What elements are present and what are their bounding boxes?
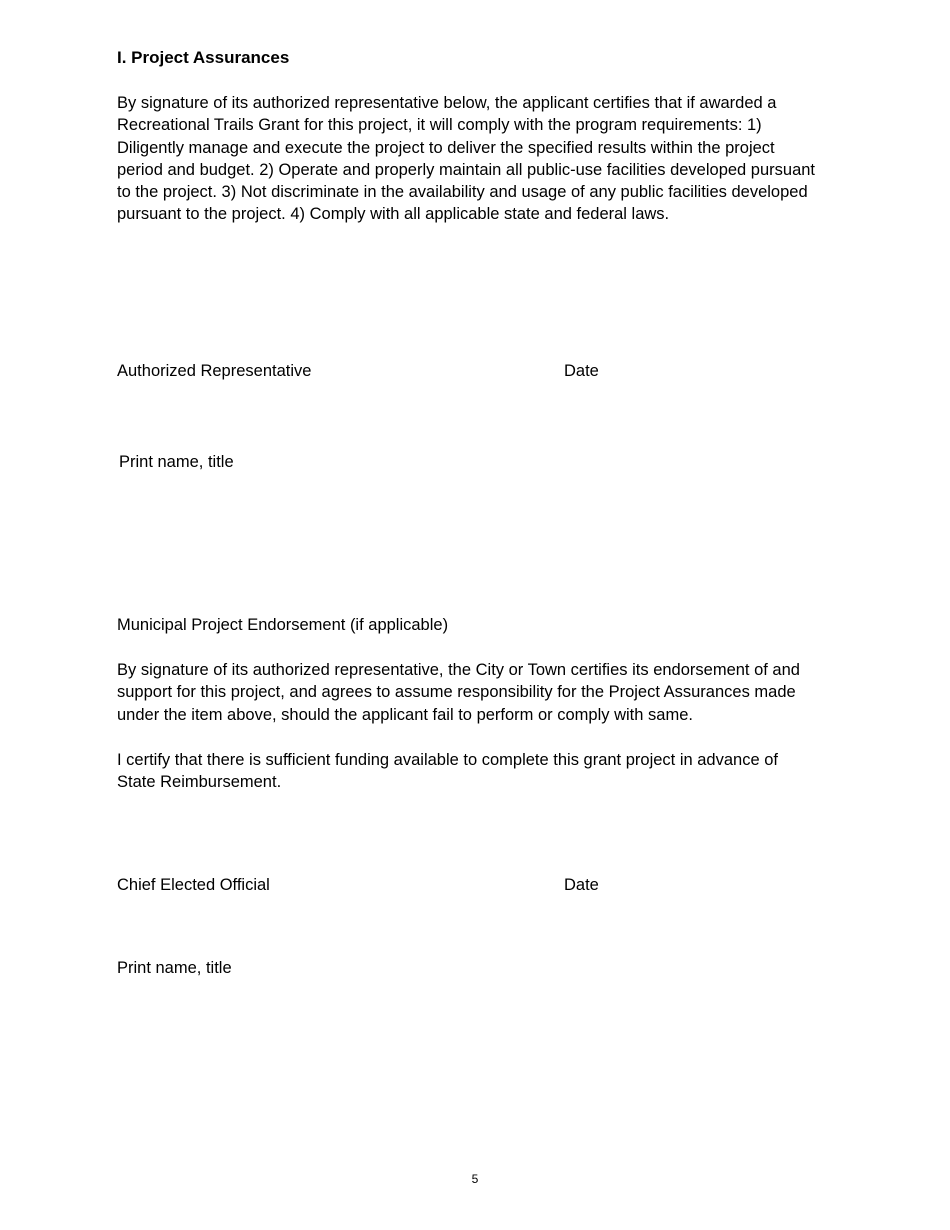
authorized-representative-print-name-label: Print name, title bbox=[119, 453, 234, 471]
section-heading-municipal-endorsement: Municipal Project Endorsement (if applicable) bbox=[117, 616, 449, 634]
funding-certification-paragraph: I certify that there is sufficient funding available to complete this grant project in advance of State Reimbursement. bbox=[117, 751, 778, 792]
chief-elected-official-print-name-label: Print name, title bbox=[117, 959, 232, 977]
project-assurances-paragraph: By signature of its authorized representative below, the applicant certifies that if awarded a Recreational Trails Grant for this project, it will comply with the program requirements: 1) Diligently manage and execute the project to deliver the specified results within the project period and budget. 2) Operate and properly maintain all public-use facilities developed pursuant to the project. 3) Not discriminate in the availability and usage of any public facilities developed pursuant to the project. 4) Comply with all applicable state and federal laws. bbox=[117, 94, 816, 224]
page-number: 5 bbox=[471, 1172, 479, 1186]
authorized-representative-date-label: Date bbox=[564, 362, 599, 380]
chief-elected-official-date-label: Date bbox=[564, 876, 599, 894]
authorized-representative-signature-label: Authorized Representative bbox=[117, 362, 312, 380]
municipal-endorsement-paragraph: By signature of its authorized representative, the City or Town certifies its endorsement of and support for this project, and agrees to assume responsibility for the Project Assurances made under the item above, should the applicant fail to perform or comply with same. bbox=[117, 661, 800, 724]
chief-elected-official-signature-label: Chief Elected Official bbox=[117, 876, 270, 894]
section-heading-project-assurances: I. Project Assurances bbox=[117, 48, 290, 67]
